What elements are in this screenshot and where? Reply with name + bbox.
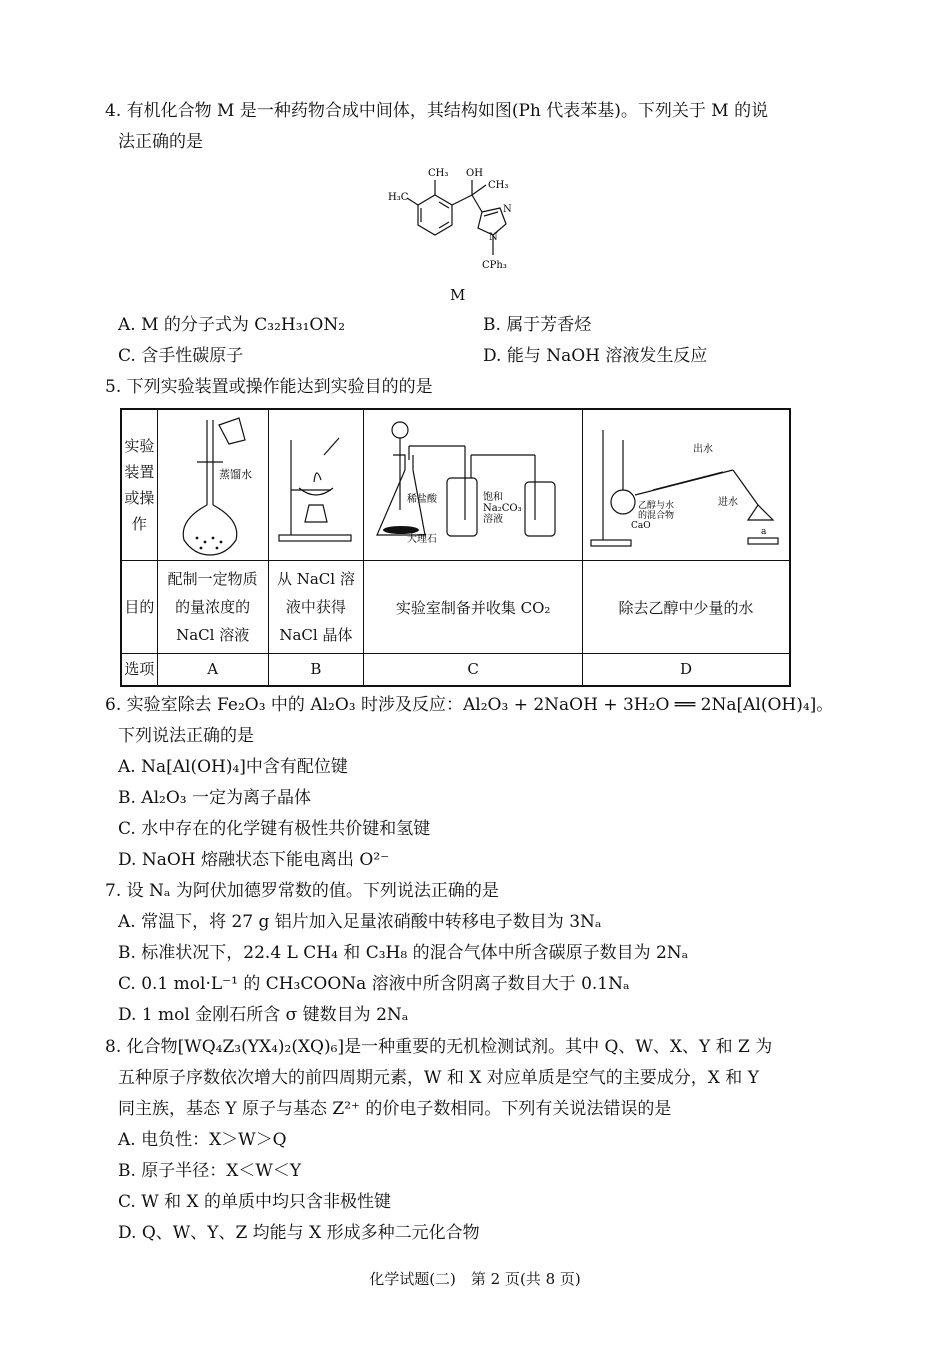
q8-option-c: C. W 和 X 的单质中均只含非极性键 — [118, 1192, 391, 1212]
row-label-apparatus: 实验 装置 或操 作 — [121, 409, 157, 561]
figure-label: M — [450, 286, 466, 304]
q7-option-c: C. 0.1 mol·L⁻¹ 的 CH₃COONa 溶液中所含阴离子数目大于 0.1Nₐ — [118, 974, 630, 994]
q4-option-c: C. 含手性碳原子 — [118, 346, 244, 366]
mol-ch3-top: CH₃ — [428, 168, 449, 179]
apparatus-c — [364, 409, 583, 561]
purpose-c: 实验室制备并收集 CO₂ — [364, 561, 583, 654]
option-a-cell: A — [157, 654, 268, 686]
label-a: a — [761, 527, 767, 537]
q4-option-a: A. M 的分子式为 C₃₂H₃₁ON₂ — [118, 315, 346, 335]
q4-stem-line1: 4. 有机化合物 M 是一种药物合成中间体，其结构如图(Ph 代表苯基)。下列关于 M 的说 — [105, 101, 769, 121]
q6-option-a: A. Na[Al(OH)₄]中含有配位键 — [118, 757, 348, 777]
mol-oh: OH — [466, 168, 483, 179]
label-cao: CaO — [631, 521, 651, 531]
q4-stem-line2: 法正确的是 — [118, 132, 203, 152]
apparatus-a — [157, 409, 268, 561]
mol-n1: N — [503, 204, 512, 215]
benzene-ring — [418, 195, 452, 235]
label-mixture: 乙醇与水的混合物 — [638, 501, 675, 521]
molecule-m-structure — [380, 160, 560, 285]
option-b-cell: B — [268, 654, 364, 686]
mol-ch3-right: CH₃ — [488, 180, 509, 191]
q7-option-b: B. 标准状况下，22.4 L CH₄ 和 C₃H₈ 的混合气体中所含碳原子数目为 2Nₐ — [118, 943, 689, 963]
purpose-a: 配制一定物质 的量浓度的 NaCl 溶液 — [157, 561, 268, 654]
q8-stem-line3: 同主族，基态 Y 原子与基态 Z²⁺ 的价电子数相同。下列有关说法错误的是 — [118, 1099, 672, 1119]
q8-option-d: D. Q、W、Y、Z 均能与 X 形成多种二元化合物 — [118, 1223, 480, 1243]
q8-option-b: B. 原子半径：X＜W＜Y — [118, 1161, 302, 1181]
label-na2co3: 饱和 Na₂CO₃ 溶液 — [483, 492, 522, 525]
label-distilled-water: 蒸馏水 — [218, 468, 252, 481]
label-out-water: 出水 — [693, 444, 713, 455]
label-in-water: 进水 — [718, 497, 738, 508]
q6-option-b: B. Al₂O₃ 一定为离子晶体 — [118, 788, 311, 808]
label-dilute-hcl: 稀盐酸 — [407, 494, 438, 505]
apparatus-d — [583, 409, 791, 561]
purpose-b: 从 NaCl 溶 液中获得 NaCl 晶体 — [268, 561, 364, 654]
mol-h3c: H₃C — [388, 192, 409, 203]
q6-option-c: C. 水中存在的化学键有极性共价键和氢键 — [118, 819, 431, 839]
purpose-d: 除去乙醇中少量的水 — [583, 561, 791, 654]
apparatus-b — [268, 409, 364, 561]
option-d-cell: D — [583, 654, 791, 686]
option-c-cell: C — [364, 654, 583, 686]
experiment-table — [120, 408, 791, 687]
q7-stem: 7. 设 Nₐ 为阿伏加德罗常数的值。下列说法正确的是 — [105, 881, 499, 901]
row-label-purpose: 目的 — [121, 561, 157, 654]
mol-cph3: CPh₃ — [482, 260, 507, 271]
q4-option-d: D. 能与 NaOH 溶液发生反应 — [483, 346, 708, 366]
q8-stem-line1: 8. 化合物[WQ₄Z₃(YX₄)₂(XQ)₆]是一种重要的无机检测试剂。其中 Q、W、X、Y 和 Z 为 — [105, 1037, 773, 1057]
imidazole-ring — [478, 208, 506, 235]
q6-option-d: D. NaOH 熔融状态下能电离出 O²⁻ — [118, 850, 390, 870]
q8-stem-line2: 五种原子序数依次增大的前四周期元素，W 和 X 对应单质是空气的主要成分，X 和 Y — [118, 1068, 759, 1088]
q6-stem-line1: 6. 实验室除去 Fe₂O₃ 中的 Al₂O₃ 时涉及反应：Al₂O₃ + 2NaOH + 3H₂O ══ 2Na[Al(OH)₄]。 — [105, 695, 834, 715]
q5-stem: 5. 下列实验装置或操作能达到实验目的的是 — [105, 377, 433, 397]
page-footer: 化学试题(二) 第 2 页(共 8 页) — [369, 1270, 581, 1288]
label-marble: 大理石 — [407, 534, 438, 545]
q8-option-a: A. 电负性：X＞W＞Q — [118, 1130, 287, 1150]
q6-stem-line2: 下列说法正确的是 — [118, 726, 254, 746]
q7-option-a: A. 常温下，将 27 g 铝片加入足量浓硝酸中转移电子数目为 3Nₐ — [118, 912, 602, 932]
q7-option-d: D. 1 mol 金刚石所含 σ 键数目为 2Nₐ — [118, 1005, 409, 1025]
row-label-option: 选项 — [121, 654, 157, 686]
q4-option-b: B. 属于芳香烃 — [483, 315, 592, 335]
mol-n2: N — [489, 232, 498, 243]
